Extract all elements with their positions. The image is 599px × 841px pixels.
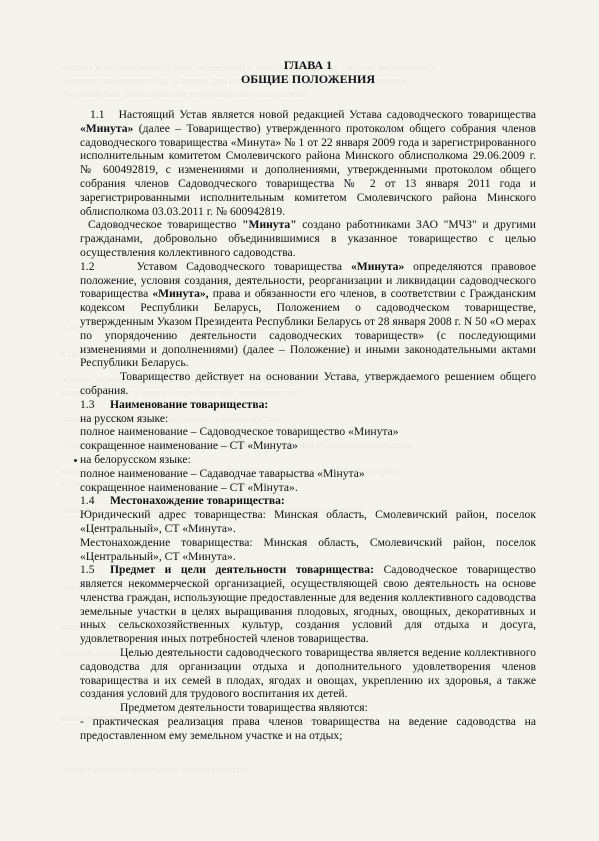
section-number: 1.2	[80, 259, 95, 273]
section-1-1	[80, 108, 536, 218]
bleed-line	[60, 751, 550, 764]
section-number: 1.3	[80, 397, 95, 411]
actual-address: Местонахождение товарищества: Минская область, Смолевичский район, поселок «Центральный», СТ «Минута».	[80, 535, 536, 563]
chapter-title: ОБЩИЕ ПОЛОЖЕНИЯ	[240, 72, 376, 86]
section-number: 1.1	[90, 108, 105, 121]
text-run: Садоводческое товарищество является некоммерческой организацией, осуществляющей свою деятельность на основе членства граждан, использующие предоставленные для ведения коллективного садоводства земельные участки в целях выращивания плодовых, ягодных, овощных, декоративных и иных сельскохозяйственных культур, создания условий для отдыха и досуга, удовлетворения иных потребностей членов товарищества.	[80, 563, 536, 646]
text-run: Садоводческое товарищество	[88, 218, 243, 232]
section-1-3-heading	[80, 398, 536, 412]
section-title: Местонахождение товарищества:	[110, 494, 285, 508]
section-1-2	[80, 260, 536, 370]
bold-run: «Минута»,	[152, 287, 209, 301]
bold-run: «Минута»	[80, 121, 134, 135]
section-title: Наименование товарищества:	[110, 397, 269, 411]
name-by-label: на белорусском языке:	[80, 452, 191, 466]
bold-run: «Минута»	[350, 259, 405, 273]
text-run: Настоящий Устав является новой редакцией Устава садоводческого товарищества	[118, 108, 536, 121]
section-1-5	[80, 563, 536, 646]
text-run: определяются правовое положение, условия создания, деятельности, реорганизации и ликвидации садоводческого товарищества	[80, 259, 536, 301]
name-ru-full: полное наименование – Садоводческое товарищество «Минута»	[80, 425, 399, 439]
bold-run: "Минута"	[242, 218, 297, 232]
section-1-4-heading	[80, 494, 536, 508]
name-ru-label: на русском языке:	[80, 411, 169, 425]
section-1-2-basis: Товарищество действует на основании Устава, утверждаемого решением общего собрания.	[80, 370, 536, 397]
margin-dot	[74, 459, 77, 462]
bleed-line	[60, 764, 550, 777]
document-body	[80, 58, 536, 743]
section-1-5-subject-label: Предметом деятельности товарищества являются:	[120, 701, 368, 715]
text-run: (далее – Товарищество) утвержденного протоколом общего собрания членов садоводческого товарищества «Минута» № 1 от 22 января 2009 года и зарегистрированного исполнительным комитетом Смолевичского района Минского облисполкома 29.06.2009 г. № 600492819, с изменениями и дополнениями, утвержденными протоколом общего собрания членов Садоводческого товарищества № 2 от 13 января 2011 года и зарегистрированными исполнительным комитетом Смолевичского района Минского облисполкома 03.03.2011 г. № 600942819.	[80, 121, 536, 218]
section-1-1-founding	[80, 218, 536, 259]
section-1-5-goal: Целью деятельности садоводческого товарищества является ведение коллективного садоводства для организации отдыха и дополнительного удовлетворения членов товарищества и их семей в плодах, ягодах и овощах, укреплению их здоровья, а также создания условий для трудового воспитания их детей.	[80, 646, 536, 701]
legal-address: Юридический адрес товарищества: Минская область, Смолевичский район, поселок «Центральный», СТ «Минута».	[80, 508, 536, 535]
section-1-5-item-1: - практическая реализация права членов товарищества на ведение садоводства на предоставленном ему земельном участке и на отдых;	[80, 715, 536, 742]
section-number: 1.5	[80, 563, 95, 577]
name-ru-short: сокращенное наименование – СТ «Минута»	[80, 439, 298, 453]
chapter-heading: ГЛАВА 1	[283, 58, 333, 72]
text-run: права и обязанности его членов, в соответствии с Гражданским кодексом Республики Беларусь, Положением о садоводческом товариществе, утвержденным Указом Президента Республики Беларусь от 28 января 2008 г. N 50 «О мерах по упорядочению деятельности садоводческих товариществ» (с последующими изменениями и дополнениями) (далее – Положение) и иными законодательными актами Республики Беларусь.	[80, 287, 536, 370]
section-title: Предмет и цели деятельности товарищества:	[110, 563, 374, 577]
section-number: 1.4	[80, 494, 95, 508]
name-by-short: сокращенное наименование – СТ «Мінута».	[80, 480, 298, 494]
name-by-full: полное наименование – Садаводчае таварыства «Мінута»	[80, 466, 365, 480]
text-run: создано работниками ЗАО "МЧЗ" и другими гражданами, добровольно объединившимися в указанное товарищество с целью осуществления коллективного садоводства.	[80, 218, 536, 259]
text-run: Уставом Садоводческого товарищества	[136, 259, 351, 273]
